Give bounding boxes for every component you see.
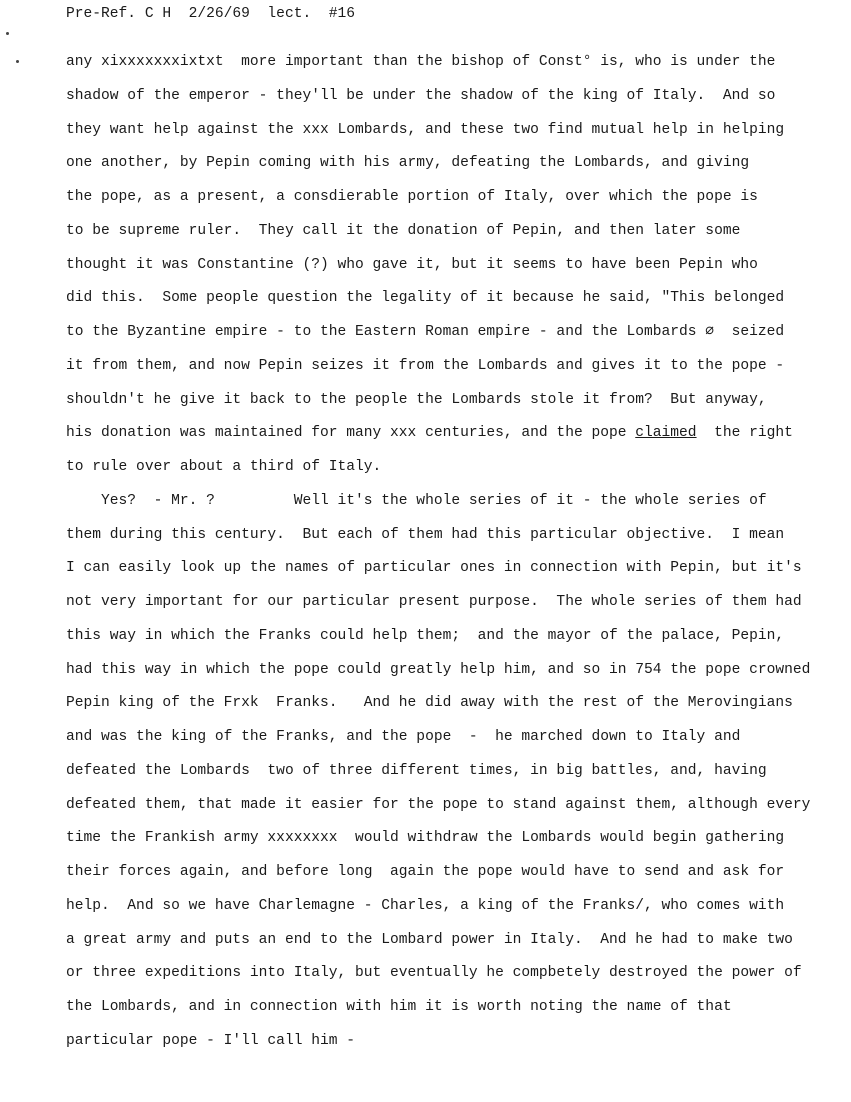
text-line: one another, by Pepin coming with his army, defeating the Lombards, and giving (66, 155, 750, 172)
text-line: the pope, as a present, a consdierable portion of Italy, over which the pope is (66, 189, 758, 205)
text-line: any xixxxxxxxixtxt more important than the bishop of Const° is, who is under the (66, 54, 776, 70)
text-line: had this way in which the pope could greatly help him, and so in 754 the pope crowned (66, 661, 811, 678)
text-line: a great army and puts an end to the Lombard power in Italy. And he had to make two (66, 931, 793, 948)
text-segment: the right (696, 425, 793, 442)
page-header: Pre-Ref. C H 2/26/69 lect. #16 (66, 6, 356, 22)
text-line: or three expeditions into Italy, but eventually he compbetely destroyed the power of (66, 965, 802, 982)
text-line: them during this century. But each of them had this particular objective. I mean (66, 526, 785, 543)
text-line: time the Frankish army xxxxxxxx would withdraw the Lombards would begin gathering (66, 830, 785, 847)
text-line: Yes? - Mr. ? Well it's the whole series of it - the whole series of (66, 492, 767, 509)
text-line: I can easily look up the names of particular ones in connection with Pepin, but it's (66, 560, 802, 577)
text-line: not very important for our particular present purpose. The whole series of them had (66, 594, 802, 610)
text-line (66, 421, 810, 455)
text-line: did this. Some people question the legality of it because he said, "This belonged (66, 290, 785, 307)
text-segment: his donation was maintained for many xxx centuries, and the pope (66, 425, 636, 442)
text-line: defeated the Lombards two of three different times, in big battles, and, having (66, 762, 767, 779)
text-line: their forces again, and before long again the pope would have to send and ask for (66, 864, 785, 880)
text-line: thought it was Constantine (?) who gave it, but it seems to have been Pepin who (66, 256, 758, 273)
text-line: to the Byzantine empire - to the Eastern Roman empire - and the Lombards ∅ seized (66, 324, 785, 340)
text-line: and was the king of the Franks, and the pope - he marched down to Italy and (66, 729, 741, 745)
document-body (66, 50, 810, 1063)
text-line: this way in which the Franks could help them; and the mayor of the palace, Pepin, (66, 627, 785, 644)
margin-mark (16, 60, 19, 63)
text-line: shadow of the emperor - they'll be under the shadow of the king of Italy. And so (66, 87, 776, 104)
text-line: shouldn't he give it back to the people the Lombards stole it from? But anyway, (66, 391, 767, 408)
text-line: Pepin king of the Frxk Franks. And he did away with the rest of the Merovingians (66, 695, 793, 712)
text-line: to rule over about a third of Italy. (66, 459, 382, 475)
text-line: the Lombards, and in connection with him it is worth noting the name of that (66, 999, 732, 1015)
margin-mark (6, 32, 9, 35)
text-line: particular pope - I'll call him - (66, 1032, 356, 1049)
text-line: they want help against the xxx Lombards, and these two find mutual help in helping (66, 121, 785, 138)
text-line: help. And so we have Charlemagne - Charles, a king of the Franks/, who comes with (66, 897, 785, 914)
text-line: defeated them, that made it easier for the pope to stand against them, although every (66, 796, 811, 813)
text-line: to be supreme ruler. They call it the donation of Pepin, and then later some (66, 222, 741, 239)
text-line: it from them, and now Pepin seizes it from the Lombards and gives it to the pope - (66, 357, 785, 374)
underlined-word: claimed (635, 425, 697, 442)
